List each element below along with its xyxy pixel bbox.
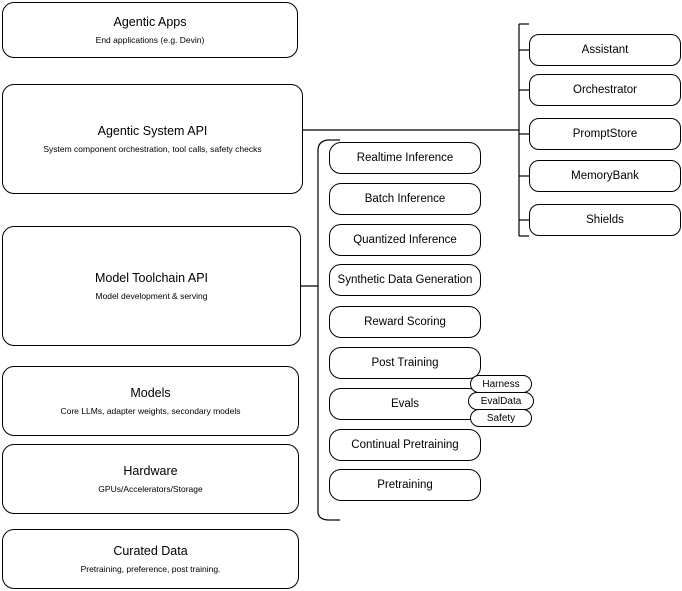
toolchain-capability-batch-inference[interactable] bbox=[329, 183, 481, 215]
toolchain-capability-continual-pretraining[interactable] bbox=[329, 429, 481, 461]
layer-title: Models bbox=[130, 385, 171, 400]
node-label: Harness bbox=[482, 378, 520, 390]
eval-pill-harness[interactable] bbox=[470, 375, 532, 393]
layer-title: Model Toolchain API bbox=[94, 270, 209, 285]
eval-pill-evaldata[interactable] bbox=[468, 392, 534, 410]
agentic-component-shields[interactable] bbox=[529, 204, 681, 236]
agentic-component-memorybank[interactable] bbox=[529, 160, 681, 192]
agentic-component-promptstore[interactable] bbox=[529, 118, 681, 150]
toolchain-capability-quantized-inference[interactable] bbox=[329, 224, 481, 256]
layer-subtitle: System component orchestration, tool calls, safety checks bbox=[43, 143, 262, 154]
toolchain-capability-pretraining[interactable] bbox=[329, 469, 481, 501]
layer-subtitle: Model development & serving bbox=[95, 290, 208, 301]
node-label: Synthetic Data Generation bbox=[337, 274, 473, 286]
agentic-component-assistant[interactable] bbox=[529, 34, 681, 66]
node-label: MemoryBank bbox=[571, 170, 639, 182]
node-label: Continual Pretraining bbox=[351, 439, 459, 451]
toolchain-capability-synthetic-data-generation[interactable] bbox=[329, 264, 481, 296]
node-label: Realtime Inference bbox=[356, 152, 454, 164]
toolchain-capability-evals[interactable] bbox=[329, 388, 481, 420]
layer-subtitle: GPUs/Accelerators/Storage bbox=[98, 483, 203, 494]
node-label: Post Training bbox=[371, 357, 439, 369]
node-label: Quantized Inference bbox=[353, 234, 457, 246]
toolchain-capability-post-training[interactable] bbox=[329, 347, 481, 379]
stack-layer-curated-data[interactable] bbox=[2, 529, 299, 589]
stack-layer-models[interactable] bbox=[2, 366, 299, 436]
node-label: Assistant bbox=[581, 44, 629, 56]
stack-layer-hardware[interactable] bbox=[2, 444, 299, 514]
node-label: Evals bbox=[390, 398, 420, 410]
node-label: Shields bbox=[586, 214, 624, 226]
node-label: Reward Scoring bbox=[364, 316, 446, 328]
layer-subtitle: End applications (e.g. Devin) bbox=[95, 34, 205, 45]
layer-subtitle: Core LLMs, adapter weights, secondary models bbox=[60, 405, 241, 416]
eval-pill-safety[interactable] bbox=[470, 409, 532, 427]
stack-layer-agentic-system-api[interactable] bbox=[2, 84, 303, 194]
layer-title: Agentic System API bbox=[97, 123, 208, 138]
toolchain-capability-reward-scoring[interactable] bbox=[329, 306, 481, 338]
node-label: Safety bbox=[486, 412, 516, 424]
stack-layer-agentic-apps[interactable] bbox=[2, 2, 298, 58]
layer-subtitle: Pretraining, preference, post training. bbox=[80, 563, 221, 574]
agentic-component-orchestrator[interactable] bbox=[529, 74, 681, 106]
node-label: EvalData bbox=[480, 395, 522, 407]
node-label: Orchestrator bbox=[573, 84, 637, 96]
node-label: PromptStore bbox=[572, 128, 638, 140]
toolchain-capability-realtime-inference[interactable] bbox=[329, 142, 481, 174]
stack-layer-model-toolchain-api[interactable] bbox=[2, 226, 301, 346]
layer-title: Curated Data bbox=[113, 543, 188, 558]
layer-title: Hardware bbox=[123, 463, 178, 478]
layer-title: Agentic Apps bbox=[113, 14, 187, 29]
node-label: Batch Inference bbox=[364, 193, 446, 205]
node-label: Pretraining bbox=[377, 479, 433, 491]
